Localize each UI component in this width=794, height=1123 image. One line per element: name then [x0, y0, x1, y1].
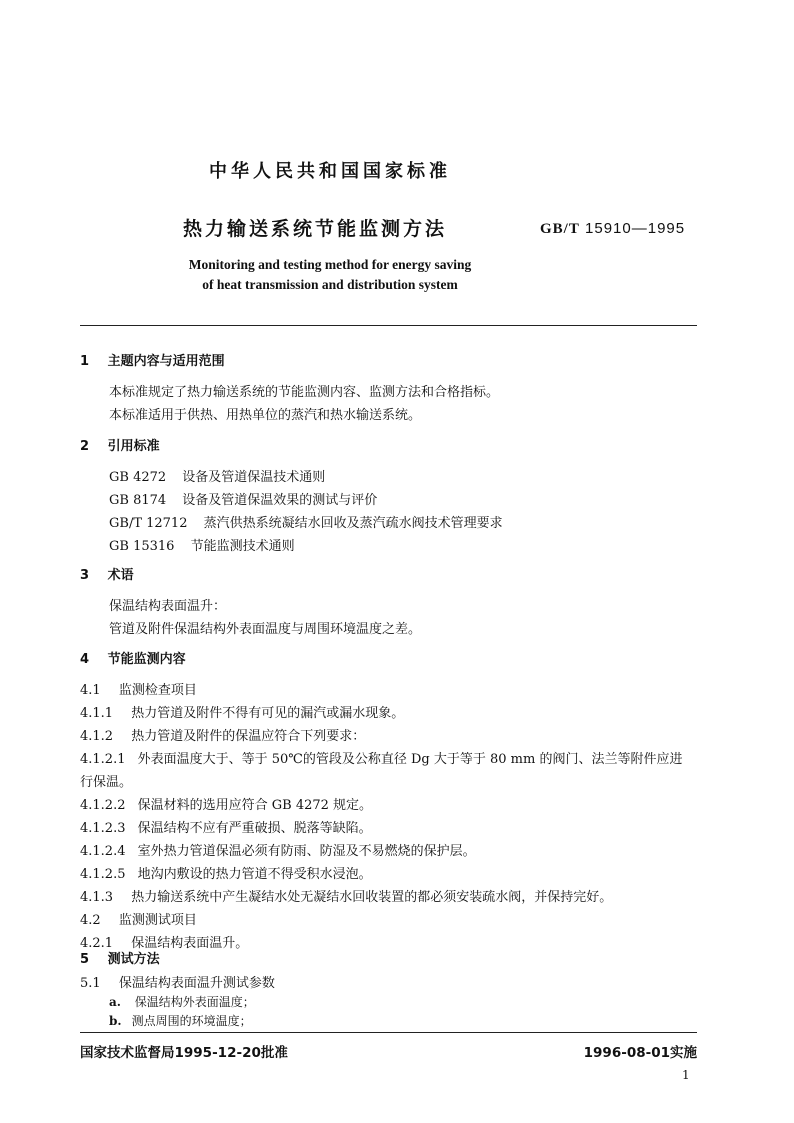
- english-title-line1: Monitoring and testing method for energy saving: [188, 257, 472, 272]
- section-number: 2: [80, 439, 90, 454]
- clause-4-2: [80, 909, 197, 928]
- reference-name: 设备及管道保温效果的测试与评价: [182, 493, 378, 508]
- clause-number: 4.1.2: [80, 729, 114, 744]
- reference-name: 蒸汽供热系统凝结水回收及蒸汽疏水阀技术管理要求: [203, 516, 503, 531]
- list-item: [109, 1012, 252, 1029]
- clause-text: 保温结构不应有严重破损、脱落等缺陷。: [137, 821, 372, 836]
- standard-code-prefix: GB/T: [540, 221, 580, 237]
- clause-text: 保温结构表面温升。: [131, 936, 249, 951]
- english-title-line2: of heat transmission and distribution system: [202, 277, 458, 292]
- section-title: 引用标准: [107, 439, 160, 454]
- section-number: 1: [80, 354, 90, 369]
- clause-number: 4.1: [80, 683, 101, 698]
- reference-item: [109, 466, 325, 485]
- section-title: 测试方法: [107, 952, 160, 967]
- national-standard-heading: 中华人民共和国国家标准: [209, 161, 451, 182]
- clause-text: 热力管道及附件不得有可见的漏汽或漏水现象。: [131, 706, 405, 721]
- clause-5-1: [80, 972, 275, 991]
- clause-4-1-3: [80, 886, 612, 905]
- list-marker: a.: [109, 995, 121, 1009]
- clause-4-1: [80, 679, 197, 698]
- clause-continuation: 行保温。: [80, 775, 133, 790]
- clause-number: 4.2: [80, 913, 101, 928]
- term: 保温结构表面温升：: [109, 599, 227, 614]
- reference-name: 节能监测技术通则: [190, 539, 295, 554]
- clause-number: 4.1.2.4: [80, 844, 126, 859]
- clause-number: 5.1: [80, 976, 101, 991]
- clause-4-1-2-5: [80, 863, 372, 882]
- section-number: 4: [80, 652, 90, 667]
- clause-number: 4.2.1: [80, 936, 114, 951]
- section-1-heading: [80, 350, 225, 369]
- reference-item: [109, 489, 377, 508]
- clause-4-1-2-1: [80, 748, 682, 767]
- clause-4-1-2-3: [80, 817, 372, 836]
- list-text: 保温结构外表面温度；: [134, 995, 255, 1009]
- reference-code: GB 15316: [109, 539, 175, 554]
- footer-divider: [80, 1032, 697, 1033]
- clause-4-1-2: [80, 725, 365, 744]
- paragraph: 本标准规定了热力输送系统的节能监测内容、监测方法和合格指标。: [109, 385, 500, 400]
- clause-number: 4.1.2.1: [80, 752, 126, 767]
- reference-item: [109, 512, 503, 531]
- clause-4-1-2-4: [80, 840, 476, 859]
- clause-text: 室外热力管道保温必须有防雨、防湿及不易燃烧的保护层。: [137, 844, 476, 859]
- section-title: 节能监测内容: [107, 652, 186, 667]
- reference-code: GB 8174: [109, 493, 167, 508]
- section-3-heading: [80, 564, 134, 583]
- clause-text: 热力输送系统中产生凝结水处无凝结水回收装置的都必须安装疏水阀，并保持完好。: [131, 890, 613, 905]
- list-marker: b.: [109, 1014, 122, 1028]
- paragraph: 本标准适用于供热、用热单位的蒸汽和热水输送系统。: [109, 408, 422, 423]
- section-5-heading: [80, 948, 160, 967]
- header-divider: [80, 325, 697, 326]
- clause-number: 4.1.3: [80, 890, 114, 905]
- page-number: 1: [682, 1068, 690, 1082]
- standard-code: [540, 220, 685, 238]
- reference-code: GB 4272: [109, 470, 167, 485]
- clause-text: 热力管道及附件的保温应符合下列要求：: [131, 729, 366, 744]
- standard-code-number: 15910—1995: [585, 220, 686, 237]
- implementation-date: 1996-08-01实施: [583, 1045, 697, 1061]
- clause-text: 监测检查项目: [118, 683, 197, 698]
- clause-text: 外表面温度大于、等于 50℃的管段及公称直径 Dg 大于等于 80 mm 的阀门、法兰等附件应进: [137, 752, 683, 767]
- clause-number: 4.1.2.3: [80, 821, 126, 836]
- list-item: [109, 993, 255, 1010]
- term-definition: 管道及附件保温结构外表面温度与周围环境温度之差。: [109, 622, 422, 637]
- section-2-heading: [80, 435, 160, 454]
- approval-note: 国家技术监督局1995-12-20批准: [80, 1045, 288, 1061]
- reference-code: GB/T 12712: [109, 516, 188, 531]
- section-title: 术语: [107, 568, 134, 583]
- clause-number: 4.1.2.5: [80, 867, 126, 882]
- reference-name: 设备及管道保温技术通则: [182, 470, 326, 485]
- clause-text: 保温结构表面温升测试参数: [118, 976, 275, 991]
- clause-number: 4.1.1: [80, 706, 114, 721]
- clause-text: 地沟内敷设的热力管道不得受积水浸泡。: [137, 867, 372, 882]
- list-text: 测点周围的环境温度；: [131, 1014, 252, 1028]
- section-number: 3: [80, 568, 90, 583]
- clause-text: 监测测试项目: [118, 913, 197, 928]
- document-title: 热力输送系统节能监测方法: [183, 218, 448, 240]
- reference-item: [109, 535, 295, 554]
- section-number: 5: [80, 952, 90, 967]
- clause-number: 4.1.2.2: [80, 798, 126, 813]
- section-title: 主题内容与适用范围: [107, 354, 225, 369]
- clause-4-1-2-2: [80, 794, 372, 813]
- clause-4-1-1: [80, 702, 404, 721]
- section-4-heading: [80, 648, 186, 667]
- clause-text: 保温材料的选用应符合 GB 4272 规定。: [137, 798, 373, 813]
